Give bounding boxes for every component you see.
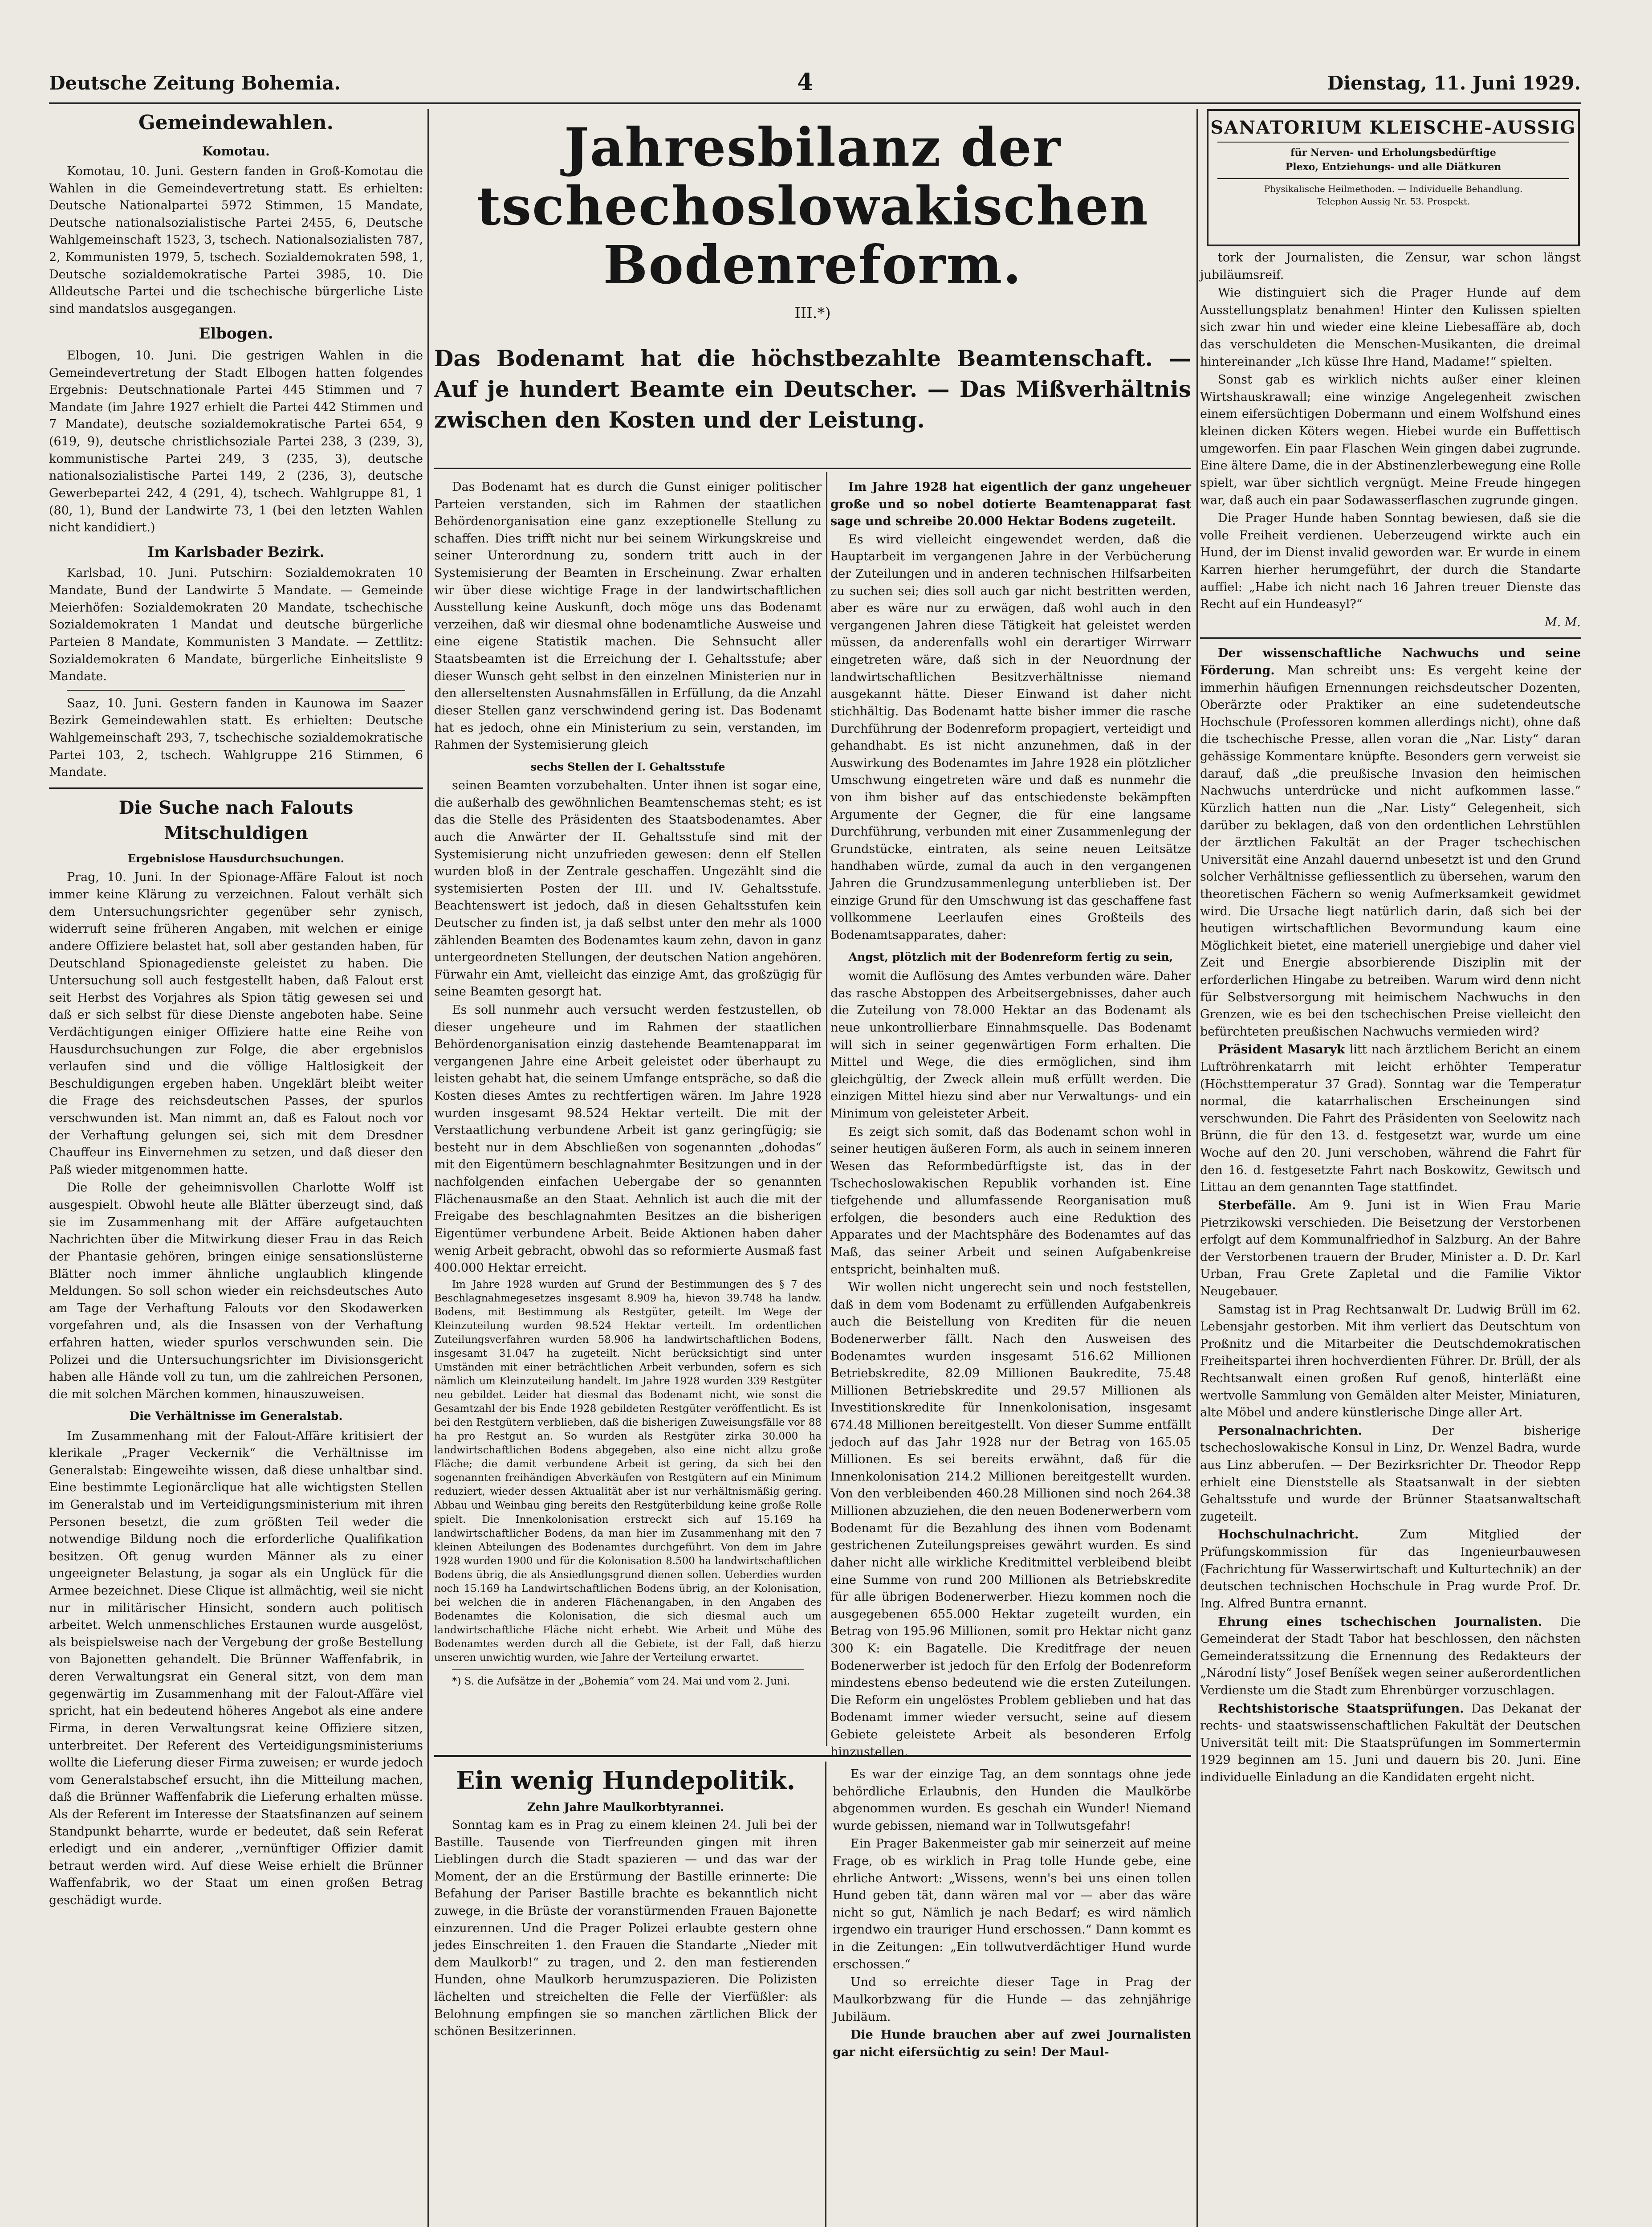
feuilleton-block bbox=[434, 1755, 1191, 2059]
feuilleton-title: Ein wenig Hundepolitik. bbox=[456, 1766, 796, 1795]
column-misc-news bbox=[1200, 249, 1581, 2227]
ad-line-2: Plexo, Entziehungs- und alle Diätkuren bbox=[1285, 161, 1501, 173]
heading-gemeindewahlen: Gemeindewahlen. bbox=[138, 111, 334, 134]
column-rule-feuilleton bbox=[825, 1762, 826, 2227]
text-falout-2: Die Rolle der geheimnisvollen Charlotte Wolff ist ausgespielt. Obwohl heute alle Blätter überzeugt sind, daß sie im Zusammenhang mit der Affäre aufgetauchten Nachrichten über die Mitwirkung dieser Frau in das Reich der Phantasie gehören, bringen einige sensationslüsterne Blätter noch immer ähnliche unglaublich klingende Meldungen. So soll schon wieder ein reichsdeutsches Auto am Tage der Verhaftung Falouts vor den Skodawerken vorgefahren und, als die Insassen von der Verhaftung erfahren hatten, wieder spurlos verschwunden sein. Die Polizei und die Untersuchungsrichter im Divisionsgericht haben alle Hände voll zu tun, um die zahlreichen Personen, die mit solchen Märchen kommen, hinauszuweisen. bbox=[49, 1181, 423, 1401]
heading-hochschule: Hochschulnachricht. bbox=[1218, 1528, 1359, 1542]
article-title: Jahresbilanz der tschechoslowakischen Bodenreform. bbox=[476, 116, 1149, 296]
text-staatspruefungen: Das Dekanat der rechts- und staatswissenschaftlichen Fakultät der Deutschen Universität teilt mit: Die Staatsprüfungen im Sommertermin 1929 beginnen am 15. Juni und dauern bis 20. Juni. Eine individuelle Einladung an die Kandidaten ergeht nicht. bbox=[1200, 1701, 1581, 1785]
text-article-b: seinen Beamten vorzubehalten. Unter ihnen ist sogar eine, die außerhalb des gewöhnlichen Beamtenschemas steht; es ist das die Stelle des Präsidenten des Staatsbodenamtes. Aber auch die Anwärter der II. Gehaltsstufe sind mit der Systemisierung nicht unzufrieden gewesen: denn elf Stellen wurden bloß in der Zentrale geschaffen. Ungezählt sind die systemisierten Posten der III. und IV. Gehaltsstufe. Beachtenswert ist jedoch, daß in diesen Gehaltsstufen kein Deutscher zu finden ist, ja daß selbst unter den mehr als 1000 zählenden Beamten des Bodenamtes kaum zehn, davon in ganz untergeordneten Stellungen, der deutschen Nation angehören. Fürwahr ein Amt, vielleicht das einzige Amt, das großzügig für seine Beamten gesorgt hat. bbox=[434, 779, 822, 999]
page-number: 4 bbox=[797, 69, 814, 96]
text-falout-1: Prag, 10. Juni. In der Spionage-Affäre Falout ist noch immer keine Klärung zu verzeichnen. Falout verhält sich dem Untersuchungsrichter gegenüber sehr zynisch, widerruft seine früheren Angaben, mit welchen er einige andere Offiziere belastet hat, soll aber gestanden haben, für Deutschland Spionagedienste geleistet zu haben. Die Untersuchung soll auch festgestellt haben, daß Falout erst seit Herbst des Vorjahres als Spion tätig gewesen sei und daß er sich selbst für diese Dienste angeboten habe. Seine Verdächtigungen einiger Offiziere hatte eine Reihe von Hausdurchsuchungen zur Folge, die aber ergebnislos verlaufen sind und die völlige Haltlosigkeit der Beschuldigungen ergeben haben. Ungeklärt bleibt weiter die Frage des reichsdeutschen Passes, der spurlos verschwunden ist. Man nimmt an, daß es Falout noch vor der Verhaftung gelungen sei, sich mit dem Dresdner Chauffeur ins Einvernehmen zu setzen, und daß dieser den Paß wieder mitgenommen hatte. bbox=[49, 870, 423, 1177]
heading-masaryk: Präsident Masaryk bbox=[1218, 1043, 1345, 1057]
text-article-e: Es wird vielleicht eingewendet werden, daß die Hauptarbeit im vergangenen Jahre in der Verbücherung der Zuteilungen und in anderen technischen Hilfsarbeiten zu suchen sei; dies soll auch gar nicht bestritten werden, aber es wäre nur zu erwägen, daß wohl auch in den vergangenen Jahren diese Tätigkeit hat geleistet werden müssen, da anderenfalls wohl ein derartiger Wirrwarr eingetreten wäre, daß sich in der Neuordnung der landwirtschaftlichen Besitzverhältnisse niemand ausgekannt hätte. Dieser Einwand ist daher nicht stichhältig. Das Bodenamt hatte bisher immer die rasche Durchführung der Bodenreform propagiert, verteidigt und gehandhabt. Es ist nicht anzunehmen, daß in der Auswirkung des Bodenamtes im Jahre 1928 ein plötzlicher Umschwung eingetreten wäre und daß es nunmehr die von ihm bisher auf das entschiedenste bekämpften Argumente der Gegner, die für eine langsame Durchführung, verbunden mit einer Zusammenlegung der Grundstücke, eintraten, als seine neuen Leitsätze handhaben würde, zumal da auch in den vergangenen Jahren die Grundzusammenlegung unterblieben ist. Der einzige Grund für den Umschwung ist das geschaffene fast vollkommene Leerlaufen eines Großteils des Bodenamtsapparates, daher: bbox=[830, 532, 1191, 942]
divider bbox=[434, 468, 1191, 469]
text-article-d: Im Jahre 1928 wurden auf Grund der Bestimmungen des § 7 des Beschlagnahmegesetzes insgesamt 8.909 ha, hievon 39.748 ha landw. Bodens, mit Bestimmung als Restgüter, geteilt. Im Wege der Kleinzuteilung wurden 98.524 Hektar verteilt. Im ordentlichen Zuteilungsverfahren wurden 58.906 ha landwirtschaftlichen Bodens, insgesamt 31.047 ha zugeteilt. Nicht berücksichtigt sind unter Umständen mit einer beträchtlichen Arbeit verbunden, sofern es sich nämlich um Kleinzuteilung handelt. Im Jahre 1928 wurden 339 Restgüter neu gebildet. Leider hat diesmal das Bodenamt nicht, wie sonst die Gesamtzahl der bis Ende 1928 gebildeten Restgüter veröffentlicht. Es ist bei den Restgütern verblieben, daß die bisherigen Zuweisungsfälle vor 88 ha pro Restgut an. So wurden als Restgüter zirka 30.000 ha landwirtschaftlichen Bodens abgegeben, also eine nicht allzu große Fläche; die damit verbundene Arbeit ist gering, da sich bei den sogenannten freihändigen Abverkäufen von Restgütern auf ein Minimum reduziert, wieder dessen Aktualität aber ist nur verhältnismäßig gering. Abbau und Weinbau ging bereits den Restgüterbildung keine große Rolle spielt. Die Innenkolonisation erstreckt sich auf 15.169 ha landwirtschaftlicher Bodens, da man hier im Zusammenhang mit den 7 kleinen Abteilungen des Bodenamtes durchgeführt. Von dem im Jahre 1928 wurden 1900 und für die Kolonisation 8.500 ha landwirtschaftlichen Bodens übrig, die als Ansiedlungsgrund dienen sollen. Ueberdies wurden noch 15.169 ha Landwirtschaftlichen Bodens übrig, an der Kolonisation, bei welchen die in anderen Flächenangaben, in den Angaben des Bodenamtes die Kolonisation, die sich diesmal auch um landwirtschaftliche Fläche nicht erhebt. Wie Arbeit und Mühe des Bodenamtes werden durch all die Gebiete, ist der Fall, daß hierzu unseren unwichtig wurden, wie Jahre der Verteilung erwartet. bbox=[434, 1278, 822, 1664]
ad-title: SANATORIUM KLEISCHE-AUSSIG bbox=[1210, 117, 1576, 138]
feuilleton-col-1 bbox=[434, 1817, 817, 2227]
sanatorium-ad bbox=[1207, 109, 1580, 246]
divider bbox=[452, 1669, 804, 1670]
text-sterbefaelle: Am 9. Juni ist in Wien Frau Marie Pietrzikowski verschieden. Die Beisetzung der Verstorbenen erfolgt auf dem Kommunalfriedhof in Salzburg. An der Bahre der Verstorbenen trauern der Bruder, Minister a. D. Dr. Karl Urban, Frau Grete Zapletal und die Familie Viktor Neugebauer. bbox=[1200, 1198, 1581, 1298]
column-rule-2 bbox=[826, 472, 827, 1746]
column-article-1 bbox=[434, 479, 822, 1750]
article-lead: Das Bodenamt hat die höchstbezahlte Beamtenschaft. — Auf je hundert Beamte ein Deutscher. — Das Mißverhältnis zwischen den Kosten und der Leistung. bbox=[434, 345, 1191, 433]
ad-line-1: für Nerven- und Erholungsbedürftige bbox=[1290, 147, 1496, 159]
text-nachwuchs: Man schreibt uns: Es vergeht keine der immerhin häufigen Ernennungen reichsdeutscher Dozenten, Oberärzte oder Praktiker an eine sudetendeutsche Hochschule (Professoren kommen allerdings nicht), ohne daß die tschechische Presse, allen voran die „Nar. Listy“ daran gehässige Kommentare knüpfte. Besonders gern verweist sie darauf, daß „die preußische Invasion den heimischen Nachwuchs unterdrücke und nicht aufkommen lasse.“ Kürzlich hatten nun die „Nar. Listy“ Gelegenheit, sich darüber zu beklagen, daß von den ordentlichen Lehrstühlen der ärztlichen Fakultät an der Prager tschechischen Universität eine Anzahl dauernd unbesetzt ist und den Grund solcher Verhältnisse gefliessentlich zu übersehen, warum den theoretischen Fächern so wenig Aufmerksamkeit gewidmet wird. Die Ursache liegt natürlich darin, daß sich bei der heutigen wirtschaftlichen Bevormundung kaum eine Möglichkeit bietet, eine materiell unergiebige und daher viel Zeit und Energie absorbierende Disziplin mit der erforderlichen Hingabe zu betreiben. Warum wird denn nicht für Selbstversorgung mit heimischem Nachwuchs in den Grenzen, wie es bei den tschechischen Preise vielleicht den befürchteten preußischen Nachwuchs vermieden wird? bbox=[1200, 664, 1581, 1039]
text-dogs-cont-a: tork der Journalisten, die Zensur, war schon längst jubiläumsreif. bbox=[1200, 251, 1581, 282]
text-generalstab: Im Zusammenhang mit der Falout-Affäre kritisiert der klerikale „Prager Veckernik“ die Verhältnisse im Generalstab: Eingeweihte wissen, daß diese unhaltbar sind. Eine bestimmte Legionärclique hat alle wichtigsten Stellen im Generalstab und im Verteidigungsministerium mit ihren Personen besetzt, die zum größten Teil weder die notwendige Bildung noch die erforderliche Qualifikation besitzen. Oft genug wurden Männer als zu einer ungeeigneter Belastung, ja sogar als ein Unglück für die Armee bezeichnet. Diese Clique ist allmächtig, weil sie nicht nur in militärischer Hinsicht, sondern auch politisch arbeitet. Welch unmenschliches Erstaunen wurde ausgelöst, als beispielsweise nach der Vergebung der große Bestellung von Bajonetten gehandelt. Die Brünner Waffenfabrik, in deren Verwaltungsrat ein General sitzt, von dem man gegenwärtig im Zusammenhang mit der Falout-Affäre viel spricht, hat ein bedeutend höheres Angebot als eine andere Firma, in deren Verwaltungsrat keine Offiziere sitzen, unterbreitet. Der Referent des Verteidigungsministeriums wollte die Lieferung dieser Firma zuweisen; er wurde jedoch vom Generalstabschef ersucht, ihn die Mitteilung machen, daß die Brünner Waffenfabrik die Lieferung erhalten müsse. Als der Referent im Interesse der Staatsfinanzen auf seinem Standpunkt beharrte, wurde er bedeutet, daß sein Referat erledigt und ein anderer, ,,vernünftiger Offizier damit betraut werden wird. Auf diese Weise erhielt die Brünner Waffenfabrik, wo der Staat um einen großen Betrag geschädigt wurde. bbox=[49, 1429, 423, 1907]
ad-line-4: Telephon Aussig Nr. 53. Prospekt. bbox=[1316, 196, 1470, 207]
heading-personal: Personalnachrichten. bbox=[1218, 1423, 1362, 1438]
footnote: *) S. die Aufsätze in der „Bohemia“ vom 24. Mai und vom 2. Juni. bbox=[452, 1676, 790, 1688]
text-hochschule: Zum Mitglied der Prüfungskommission für das Ingenieurbauwesen (Fachrichtung für Wasserwirtschaft und Kulturtechnik) an der deutschen technischen Hochschule in Prag wurde Prof. Dr. Ing. Alfred Buntra ernannt. bbox=[1200, 1528, 1581, 1611]
text-saaz: Saaz, 10. Juni. Gestern fanden in Kaunowa im Saazer Bezirk Gemeindewahlen statt. Es erhielten: Deutsche Wahlgemeinschaft 293, 7, tschechische sozialdemokratische Partei 103, 2, tschech. Wahlgruppe 216 Stimmen, 6 Mandate. bbox=[49, 696, 423, 779]
issue-date: Dienstag, 11. Juni 1929. bbox=[1327, 72, 1581, 94]
masthead bbox=[49, 67, 1581, 104]
text-karlsbad: Karlsbad, 10. Juni. Putschirn: Sozialdemokraten 10 Mandate, Bund der Landwirte 5 Mandate. — Gemeinde Meierhöfen: Sozialdemokraten 20 Mandate, tschechische Sozialdemokraten 1 Mandat und deutsche bürgerliche Parteien 8 Mandate, Kommunisten 3 Mandate. — Zettlitz: Sozialdemokraten 6 Mandate, bürgerliche Einheitsliste 9 Mandate. bbox=[49, 566, 423, 684]
heading-elbogen: Elbogen. bbox=[199, 325, 273, 343]
text-masaryk: litt nach ärztlichem Bericht an einem Luftröhrenkatarrh mit leicht erhöhter Temperatur (Höchsttemperatur 37 Grad). Sonntag war die Temperatur normal, die katarrhalischen Erscheinungen sind verschwunden. Die Fahrt des Präsidenten von Seelowitz nach Brünn, die für den 13. d. festgesetzt war, wurde um eine Woche auf den 20. Juni verschoben, während die Fahrt für den 16. d. festgesetzte Fahrt nach Boskowitz, Gewitsch und Littau an dem genannten Tage stattfindet. bbox=[1200, 1043, 1581, 1195]
divider bbox=[1200, 637, 1581, 639]
subheading-falout: Ergebnislose Hausdurchsuchungen. bbox=[127, 852, 344, 865]
heading-nachwuchs: Der wissenschaftliche Nachwuchs und seine Förderung. bbox=[1200, 646, 1581, 678]
text-elbogen: Elbogen, 10. Juni. Die gestrigen Wahlen in die Gemeindevertretung der Stadt Elbogen hatten folgendes Ergebnis: Deutschnationale Partei 445 Stimmen und 7 Mandate (im Jahre 1927 erhielt die Partei 442 Stimmen und 7 Mandate), deutsche sozialdemokratische Partei 654, 9 (619, 9), deutsche christlichsoziale Partei 238, 3 (239, 3), kommunistische Partei 249, 3 (235, 3), deutsche nationalsozialistische Partei 149, 2 (236, 3), deutsche Gewerbepartei 242, 4 (291, 4), tschech. Wahlgruppe 81, 1 (80, 1), Bund der Landwirte 73, 1 (bei den letzten Wahlen nicht kandidiert.) bbox=[49, 349, 423, 535]
text-article-h: Wir wollen nicht ungerecht sein und noch feststellen, daß in dem vom Bodenamt zu erfüllenden Aufgabenkreis auch die Beistellung von Krediten für die neuen Bodenerwerber fällt. Nach den Ausweisen des Bodenamtes wurden insgesamt 516.62 Millionen Betriebskredite, 82.09 Millionen Baukredite, 75.48 Millionen Betriebskredite und 29.57 Millionen als Investitionskredite für Innenkolonisation, insgesamt 674.48 Millionen bereitgestellt. Von dieser Summe entfällt jedoch auf das Jahr 1928 nur der Betrag von 165.05 Millionen. Es sei bereits erwähnt, daß für die Innenkolonisation 214.2 Millionen bereitgestellt wurden. Von den verbleibenden 460.28 Millionen sind noch 264.38 Millionen abzuziehen, die den neuen Bodenerwerbern vom Bodenamt für die Bezahlung des ihnen vom Bodenamt gestrichenen Zuteilungspreises gewährt wurden. Es sind daher nicht alle wirkliche Kreditmittel verbleibend bleibt eine Summe von rund 200 Millionen als Betriebskredite für alle übrigen Bodenerwerber. Hiezu kommen noch die ausgegebenen 655.000 Hektar zugeteilt wurden, ein Betrag von 195.96 Millionen, somit pro Hektar nicht ganz 300 K: ein Bagatelle. Die Kreditfrage der neuen Bodenerwerber ist jedoch für den Erfolg der Bodenreform mindestens ebenso bedeutend wie die ersten Zuteilungen. Die Reform ein ungelöstes Problem geblieben und hat das Bodenamt immer wieder versucht, seine auf diesem Gebiete geleistete Arbeit als besonderen Erfolg hinzustellen. bbox=[830, 1281, 1191, 1759]
text-article-c: Es soll nunmehr auch versucht werden festzustellen, ob dieser ungeheure und im Rahmen der staatlichen Behördenorganisation einzig dastehende Beamtenapparat im vergangenen Jahre eine Arbeit geleistet oder überhaupt zu leisten gehabt hat, die seinem Umfange entspräche, so daß die Kosten dieses Amtes zu rechtfertigen wären. Im Jahre 1928 wurden insgesamt 98.524 Hektar verteilt. Die mit der Verstaatlichung verbundene Arbeit ist ganz geringfügig; sie besteht nur in dem Abschließen von sogenannten „dohodas“ mit den Eigentümern beschlagnahmter Besitzungen und in der nachfolgenden einfachen Uebergabe der so genannten Flächenausmaße an den Staat. Aehnlich ist auch die mit der Freigabe des beschlagnahmten Besitzes an die bisherigen Eigentümer verbundene Arbeit. Beide Aktionen haben daher wenig Arbeit gebracht, obwohl das so reformierte Ausmaß fast 400.000 Hektar erreicht. bbox=[434, 1003, 822, 1275]
heading-generalstab: Die Verhältnisse im Generalstab. bbox=[129, 1410, 343, 1423]
text-dogs-cont-b: Wie distinguiert sich die Prager Hunde auf dem Ausstellungsplatz benahmen! Hinter den Kulissen spielten sich zwar hin und wieder eine kleine Liebesaffäre ab, doch das verschuldeten die Menschen-Musikanten, die dreimal hintereinander „Ich küsse Ihre Hand, Madame!“ spielten. bbox=[1200, 286, 1581, 369]
subheading-angst: Angst, plötzlich mit der Bodenreform fertig zu sein, bbox=[848, 950, 1173, 964]
text-personal: Der bisherige tschechoslowakische Konsul in Linz, Dr. Wenzel Badra, wurde aus Linz abberufen. — Der Bezirksrichter Dr. Theodor Repp erhielt eine Dienststelle als Staatsanwalt in der siebten Gehaltsstufe und wurde der Brünner Staatsanwaltschaft zugeteilt. bbox=[1200, 1423, 1581, 1524]
heading-karlsbad: Im Karlsbader Bezirk. bbox=[147, 543, 325, 560]
heading-komotau: Komotau. bbox=[202, 143, 270, 159]
text-article-f: womit die Auflösung des Amtes verbunden wäre. Daher das rasche Abstoppen des Arbeitsergebnisses, daher auch die Zuteilung von 78.000 Hektar an das Bodenamt als neue unkontrollierbare Einnahmsquelle. Das Bodenamt will sich in seiner gegenwärtigen Form erhalten. Die Mittel und Wege, die dies ermöglichen, sind ihm gleichgültig, der Zweck allein muß erfüllt werden. Die einzigen Mittel hiezu sind aber nur Verwaltungs- und ein Minimum von geleisteter Arbeit. bbox=[830, 969, 1191, 1121]
feuilleton-col-2 bbox=[833, 1766, 1191, 2227]
text-article-g: Es zeigt sich somit, daß das Bodenamt schon wohl in seiner heutigen äußeren Form, als auch in seinem inneren Wesen das Reformbedürftigste ist, das in der Tschechoslowakischen Republik vorhanden ist. Eine tiefgehende und allumfassende Reorganisation muß erfolgen, die besonders auch eine Reduktion des Apparates und der Machtsphäre des Bodenamtes auf das Maß, das seiner Arbeit und seinen Aufgabenkreise entspricht, beinhalten muß. bbox=[830, 1125, 1191, 1277]
text-feuilleton-a: Sonntag kam es in Prag zu einem kleinen 24. Juli bei der Bastille. Tausende von Tierfreunden gingen mit ihren Lieblingen durch die Stadt spazieren — und das war der Moment, der an die Erstürmung der Bastille erinnerte: Die Befahung der Pariser Bastille brachte es bekanntlich nicht zuwege, in die Brüste der voranstürmenden Frauen Bajonette einzurennen. Und die Prager Polizei erlaubte gestern ohne jedes Einschreiten 1. den Frauen die Standarte „Nieder mit dem Maulkorb!“ zu tragen, und 2. den man festierenden Hunden, ohne Maulkorb herumzuspazieren. Die Polizisten lächelten und streichelten die Felle der Vierfüßler: als Belohnung empfingen sie so manchen zärtlichen Blick der schönen Besitzerinnen. bbox=[434, 1818, 817, 2039]
article-title-block bbox=[434, 109, 1191, 341]
divider bbox=[1217, 142, 1569, 143]
text-ehrung: Die Gemeinderat der Stadt Tabor hat beschlossen, den nächsten Gemeinderatssitzung die Ernennung des Redakteurs der „Národní listy“ Josef Beníšek wegen seiner außerordentlichen Verdienste um die Stadt zum Ehrenbürger vorzuschlagen. bbox=[1200, 1615, 1581, 1697]
heading-staatspruefungen: Rechtshistorische Staatsprüfungen. bbox=[1218, 1701, 1464, 1716]
ad-line-3: Physikalische Heilmethoden. — Individuelle Behandlung. bbox=[1264, 183, 1523, 194]
subheading-gehaltsstufe: sechs Stellen der I. Gehaltsstufe bbox=[530, 760, 725, 773]
author-signature: M. M. bbox=[1544, 615, 1581, 629]
text-feuilleton-e: Die Hunde brauchen aber auf zwei Journalisten gar nicht eifersüchtig zu sein! Der Maul- bbox=[833, 2028, 1191, 2059]
column-rule-1 bbox=[427, 109, 429, 2227]
text-feuilleton-c: Ein Prager Bakenmeister gab mir seinerzeit auf meine Frage, ob es wirklich in Prag tolle Hunde gebe, eine ehrliche Antwort: „Wissens, wenn's bei uns einen tollen Hund geben tät, dann wären mal vor — aber das wäre nicht so gut, Nämlich je nach Bedarf; es wird nämlich irgendwo ein trauriger Hund erschossen.“ Dann kommt es in die Zeitungen: „Ein tollwutverdächtiger Hund wurde erschossen.“ bbox=[833, 1837, 1191, 1971]
divider bbox=[49, 787, 423, 789]
feuilleton-subtitle: Zehn Jahre Maulkorbtyrannei. bbox=[527, 1801, 724, 1814]
text-feuilleton-d: Und so erreichte dieser Tage in Prag der Maulkorbzwang für die Hunde — das zehnjährige Jubiläum. bbox=[833, 1975, 1191, 2024]
column-rule-3 bbox=[1196, 109, 1198, 2227]
text-dogs-cont-d: Die Prager Hunde haben Sonntag bewiesen, daß sie die volle Freiheit verdienen. Ueberzeugend wirkte auch ein Hund, der im Dienst invalid geworden war. Er wurde in einem Karren hierher herumgeführt, der durch die Standarte auffiel: „Habe ich nicht nach 16 Jahren treuer Dienste das Recht auf ein Hundeasyl?“ bbox=[1200, 511, 1581, 612]
text-article-highlight: Im Jahre 1928 hat eigentlich der ganz ungeheuer große und so nobel dotierte Beamtenapparat fast sage und schreibe 20.000 Hektar Bodens zugeteilt. bbox=[830, 480, 1191, 529]
text-article-a: Das Bodenamt hat es durch die Gunst einiger politischer Parteien verstanden, sich im Rahmen der staatlichen Behördenorganisation eine ganz exzeptionelle Stellung zu schaffen. Dies trifft nicht nur bei seinem Wirkungskreise und seiner Unterordnung zu, sondern tritt auch in der Systemisierung der Beamten in Erscheinung. Zwar erhalten wir über diese wichtige Frage in der landwirtschaftlichen Ausstellung keine Auskunft, doch möge uns das Bodenamt verzeihen, daß wir diesmal ohne bodenamtliche Ausweise und eine eigene Statistik machen. Die Sehnsucht aller Staatsbeamten ist die Erreichung der I. Gehaltsstufe; aber dieser Wunsch geht selbst in den einzelnen Ministerien nur in den allerseltensten Ausnahmsfällen in Erfüllung, da die Anzahl dieser Stellen ganz verschwindend gering ist. Das Bodenamt hat es jedoch, ohne ein Ministerium zu sein, verstanden, im Rahmen der Systemisierung gleich bbox=[434, 480, 822, 752]
text-bruell: Samstag ist in Prag Rechtsanwalt Dr. Ludwig Brüll im 62. Lebensjahr gestorben. Mit ihm verliert das Deutschtum von Proßnitz und die Mitarbeiter die Deutschdemokratischen Freiheitspartei ihren hochverdienten Führer. Dr. Brüll, der als Rechtsanwalt einen großen Ruf genoß, hinterläßt eine wertvolle Sammlung von Gemälden alter Meister, Miniaturen, alte Möbel und andere künstlerische Dinge aller Art. bbox=[1200, 1302, 1581, 1420]
divider bbox=[67, 690, 405, 691]
column-local-news bbox=[49, 109, 423, 2227]
text-dogs-cont-c: Sonst gab es wirklich nichts außer einer kleinen Wirtshauskrawall; eine winzige Angelegenheit zwischen einem eifersüchtigen Dobermann und einem Wolfshund eines kleinen dicken Köters wegen. Hiebei wurde ein Buffettisch umgeworfen. Ein paar Flaschen Wein gingen dabei zugrunde. Eine ältere Dame, die in der Abstinenzlerbewegung eine Rolle spielt, war über sichtlich vergnügt. Meine Freude hingegen war, daß auch ein paar Sodawasserflaschen zugrunde gingen. bbox=[1200, 373, 1581, 507]
text-feuilleton-b: Es war der einzige Tag, an dem sonntags ohne jede behördliche Erlaubnis, den Hunden die Maulkörbe abgenommen wurden. Es geschah ein Wunder! Niemand wurde gebissen, niemand war in Tollwutsgefahr! bbox=[833, 1767, 1191, 1833]
text-komotau: Komotau, 10. Juni. Gestern fanden in Groß-Komotau die Wahlen in die Gemeindevertretung statt. Es erhielten: Deutsche Nationalpartei 5972 Stimmen, 15 Mandate, Deutsche nationalsozialistische Partei 2455, 6, Deutsche Wahlgemeinschaft 1523, 3, tschech. Nationalsozialisten 787, 2, Kommunisten 1979, 5, tschech. Sozialdemokraten 598, 1, Deutsche sozialdemokratische Partei 3985, 10. Die Alldeutsche Partei und die tschechische bürgerliche Liste sind mandatslos ausgegangen. bbox=[49, 164, 423, 316]
heading-sterbefaelle: Sterbefälle. bbox=[1218, 1198, 1296, 1212]
divider bbox=[1217, 178, 1569, 179]
column-article-2 bbox=[830, 479, 1191, 1759]
article-part: III.*) bbox=[794, 304, 831, 322]
heading-ehrung: Ehrung eines tschechischen Journalisten. bbox=[1218, 1615, 1542, 1629]
newspaper-name: Deutsche Zeitung Bohemia. bbox=[49, 72, 341, 94]
heading-falout: Die Suche nach Falouts Mitschuldigen bbox=[118, 797, 354, 844]
